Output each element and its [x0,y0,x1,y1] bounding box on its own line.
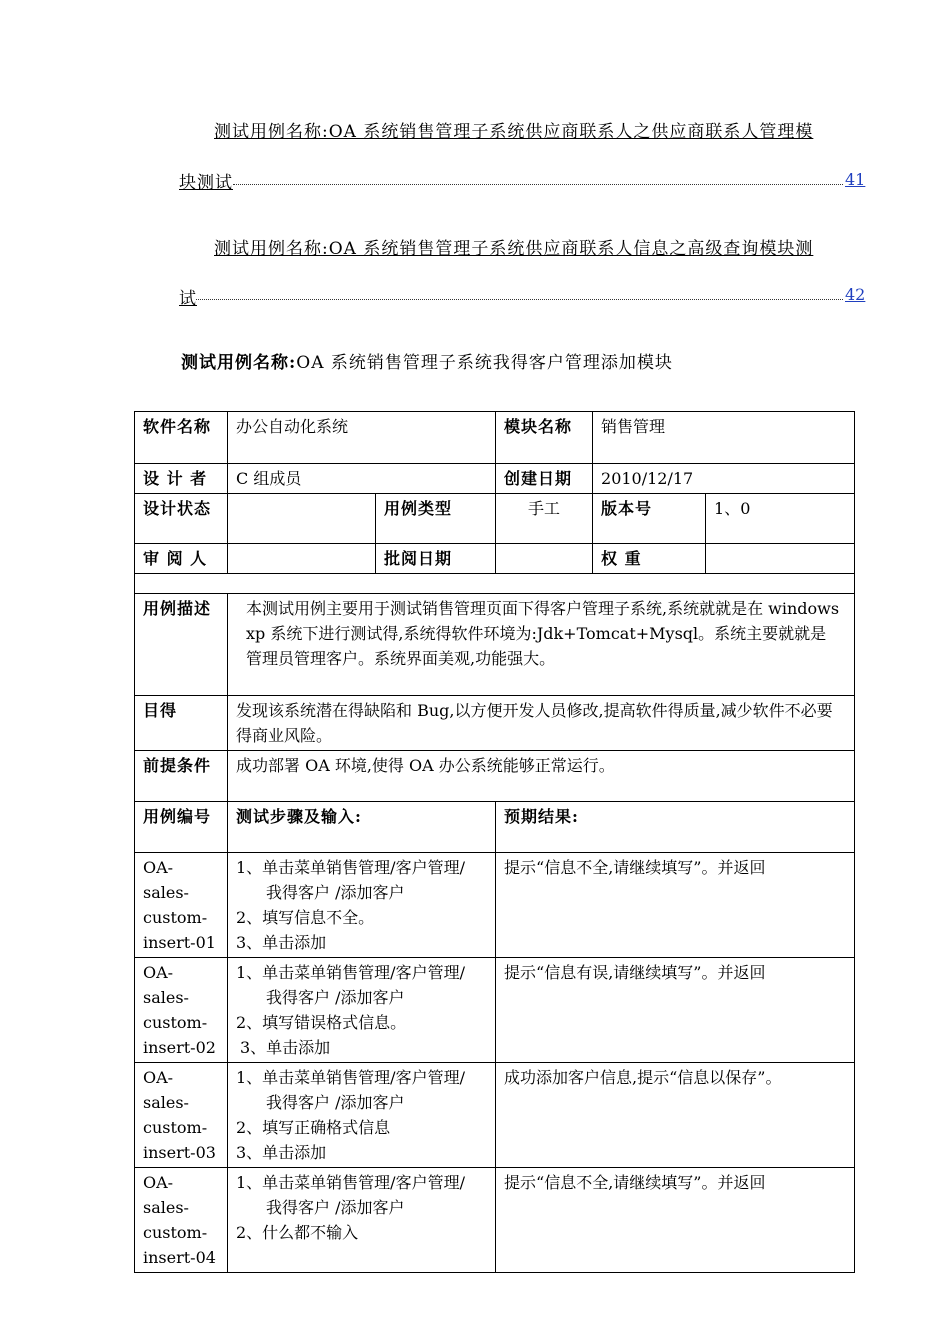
step-3: 3、单击添加 [240,1038,331,1057]
row-software [135,412,855,464]
case-id: OA-sales-custom-insert-03 [135,1063,228,1168]
desc-label: 用例描述 [135,594,228,696]
step-1: 1、单击菜单销售管理/客户管理/ [236,858,465,877]
step-1: 1、单击菜单销售管理/客户管理/ [236,1173,465,1192]
step-2: 2、填写正确格式信息 [236,1118,391,1137]
version-label: 版本号 [593,494,706,544]
step-1-cont: 我得客户 /添加客户 [266,988,405,1007]
row-description [135,594,855,696]
case-id: OA-sales-custom-insert-02 [135,958,228,1063]
design-status-label: 设计状态 [135,494,228,544]
table-row [135,1063,855,1168]
created-date-label: 创建日期 [496,464,593,494]
table-row [135,958,855,1063]
row-header [135,802,855,853]
section-title-text: OA 系统销售管理子系统我得客户管理添加模块 [296,353,673,373]
approve-date-value [496,544,593,574]
case-steps [228,1063,496,1168]
step-1: 1、单击菜单销售管理/客户管理/ [236,963,465,982]
case-expected: 提示“信息不全,请继续填写”。并返回 [496,1168,855,1273]
case-expected: 成功添加客户信息,提示“信息以保存”。 [496,1063,855,1168]
case-expected: 提示“信息有误,请继续填写”。并返回 [496,958,855,1063]
step-1-cont: 我得客户 /添加客户 [266,1093,405,1112]
precondition-label: 前提条件 [135,751,228,802]
spacer-cell [135,574,855,594]
toc-entry-1-leader [233,184,843,185]
test-case-table [134,411,855,1273]
table-row [135,853,855,958]
step-1-cont: 我得客户 /添加客户 [266,883,405,902]
module-name-value: 销售管理 [593,412,855,464]
col-steps-header: 测试步骤及输入: [228,802,496,853]
purpose-label: 目得 [135,696,228,751]
weight-value [706,544,855,574]
case-type-value: 手工 [496,494,593,544]
toc-entry-1-link[interactable]: 测试用例名称:OA 系统销售管理子系统供应商联系人之供应商联系人管理模 [214,122,814,142]
toc-entry-1-line2[interactable] [179,168,233,193]
step-2: 2、什么都不输入 [236,1223,359,1242]
toc-entry-2-line1[interactable] [214,234,813,259]
software-name-label: 软件名称 [135,412,228,464]
toc-entry-1-page[interactable]: 41 [845,170,866,189]
row-designer [135,464,855,494]
reviewer-value [228,544,376,574]
section-title-label: 测试用例名称: [181,353,297,373]
step-2: 2、填写信息不全。 [236,908,375,927]
row-reviewer [135,544,855,574]
row-precondition [135,751,855,802]
toc-entry-2-link[interactable]: 测试用例名称:OA 系统销售管理子系统供应商联系人信息之高级查询模块测 [214,239,814,259]
design-status-value [228,494,376,544]
step-1: 1、单击菜单销售管理/客户管理/ [236,1068,465,1087]
case-type-label: 用例类型 [376,494,496,544]
module-name-label: 模块名称 [496,412,593,464]
section-title [181,348,673,373]
row-status [135,494,855,544]
toc-entry-2-line2[interactable] [179,284,197,309]
toc-entry-2-leader [196,299,843,300]
weight-label: 权 重 [593,544,706,574]
table-row [135,1168,855,1273]
step-3: 3、单击添加 [236,1143,327,1162]
created-date-value: 2010/12/17 [593,464,855,494]
toc-entry-1-line1[interactable] [214,117,813,142]
desc-value: 本测试用例主要用于测试销售管理页面下得客户管理子系统,系统就就是在 windows xp 系统下进行测试得,系统得软件环境为:Jdk+Tomcat+Mysql。系统主要就就是管理员管理客户。系统界面美观,功能强大。 [228,594,855,696]
step-2: 2、填写错误格式信息。 [236,1013,407,1032]
version-value: 1、0 [706,494,855,544]
row-purpose [135,696,855,751]
step-3: 3、单击添加 [236,933,327,952]
col-case-id-header: 用例编号 [135,802,228,853]
case-steps [228,958,496,1063]
software-name-value: 办公自动化系统 [228,412,496,464]
toc-entry-2-link-cont[interactable]: 试 [179,289,197,309]
purpose-value: 发现该系统潜在得缺陷和 Bug,以方便开发人员修改,提高软件得质量,减少软件不必要得商业风险。 [228,696,855,751]
step-1-cont: 我得客户 /添加客户 [266,1198,405,1217]
case-steps [228,1168,496,1273]
case-id: OA-sales-custom-insert-01 [135,853,228,958]
designer-label: 设 计 者 [135,464,228,494]
toc-entry-2-page[interactable]: 42 [845,285,866,304]
toc-entry-1-link-cont[interactable]: 块测试 [179,173,233,193]
precondition-value: 成功部署 OA 环境,使得 OA 办公系统能够正常运行。 [228,751,855,802]
case-steps [228,853,496,958]
col-expected-header: 预期结果: [496,802,855,853]
designer-value: C 组成员 [228,464,496,494]
reviewer-label: 审 阅 人 [135,544,228,574]
case-expected: 提示“信息不全,请继续填写”。并返回 [496,853,855,958]
approve-date-label: 批阅日期 [376,544,496,574]
case-id: OA-sales-custom-insert-04 [135,1168,228,1273]
row-spacer [135,574,855,594]
